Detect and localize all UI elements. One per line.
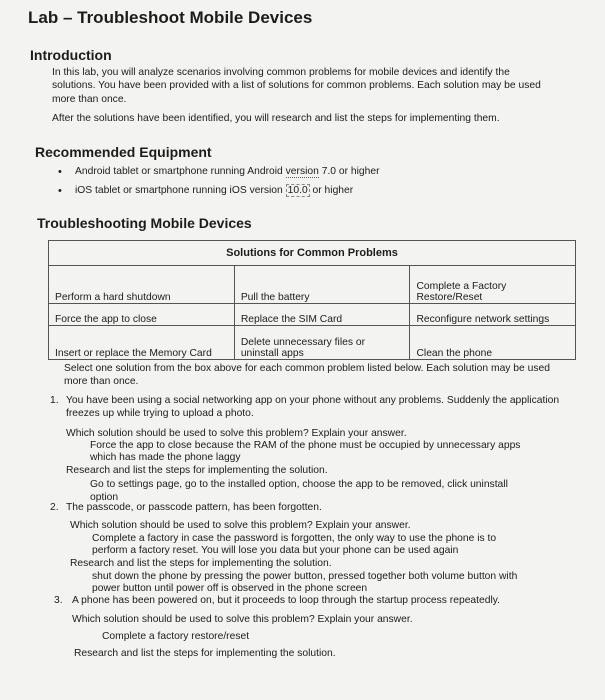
question-2-steps-line-1: shut down the phone by pressing the power button, pressed together both volume button with bbox=[92, 571, 518, 582]
solutions-table bbox=[48, 240, 576, 360]
question-2-problem: The passcode, or passcode pattern, has been forgotten. bbox=[66, 502, 322, 513]
question-3-prompt-solution: Which solution should be used to solve this problem? Explain your answer. bbox=[72, 614, 413, 625]
select-instruction-line-2: more than once. bbox=[64, 376, 139, 387]
question-3-problem: A phone has been powered on, but it proceeds to loop through the startup process repeatedly. bbox=[72, 595, 500, 606]
question-2-answer-line-1: Complete a factory in case the password is forgotten, the only way to use the phone is to bbox=[92, 533, 497, 544]
table-cell: Complete a Factory Restore/Reset bbox=[410, 266, 576, 304]
table-cell: Force the app to close bbox=[49, 304, 235, 326]
question-2-answer-line-2: perform a factory reset. You will lose you data but your phone can be used again bbox=[92, 545, 459, 556]
question-number: 2. bbox=[50, 502, 59, 513]
table-row bbox=[49, 304, 576, 326]
table-cell: Insert or replace the Memory Card bbox=[49, 326, 235, 360]
question-1-answer-line-1: Force the app to close because the RAM of the phone must be occupied by unnecessary apps bbox=[90, 440, 521, 451]
intro-line-1: In this lab, you will analyze scenarios involving common problems for mobile devices and identify the bbox=[52, 67, 510, 78]
troubleshooting-heading: Troubleshooting Mobile Devices bbox=[37, 215, 252, 231]
table-cell: Perform a hard shutdown bbox=[49, 266, 235, 304]
intro-paragraph-2: After the solutions have been identified, you will research and list the steps for implementing them. bbox=[52, 113, 500, 124]
question-1-steps-line-2: option bbox=[90, 492, 119, 503]
equipment-item-android: Android tablet or smartphone running Android version 7.0 or higher bbox=[75, 166, 380, 177]
table-cell: Pull the battery bbox=[234, 266, 410, 304]
table-cell: Replace the SIM Card bbox=[234, 304, 410, 326]
select-instruction-line-1: Select one solution from the box above for each common problem listed below. Each solution may be used bbox=[64, 363, 550, 374]
table-row bbox=[49, 326, 576, 360]
intro-heading: Introduction bbox=[30, 47, 112, 63]
table-cell: Clean the phone bbox=[410, 326, 576, 360]
page-title: Lab – Troubleshoot Mobile Devices bbox=[28, 8, 313, 27]
equipment-heading: Recommended Equipment bbox=[35, 144, 212, 160]
question-1-prompt-solution: Which solution should be used to solve this problem? Explain your answer. bbox=[66, 428, 407, 439]
question-1-problem-line-1: You have been using a social networking app on your phone without any problems. Suddenly the application bbox=[66, 395, 560, 406]
table-row bbox=[49, 266, 576, 304]
table-header: Solutions for Common Problems bbox=[49, 241, 576, 266]
question-number: 3. bbox=[54, 595, 63, 606]
question-1-prompt-steps: Research and list the steps for implementing the solution. bbox=[66, 465, 328, 476]
question-1-steps-line-1: Go to settings page, go to the installed option, choose the app to be removed, click uninstall bbox=[90, 479, 508, 490]
question-2-prompt-solution: Which solution should be used to solve this problem? Explain your answer. bbox=[70, 520, 411, 531]
table-cell: Reconfigure network settings bbox=[410, 304, 576, 326]
intro-line-3: more than once. bbox=[52, 94, 127, 105]
equipment-item-ios: iOS tablet or smartphone running iOS version 10.0 or higher bbox=[75, 185, 354, 196]
bullet-dot: • bbox=[58, 166, 62, 178]
bullet-dot: • bbox=[58, 185, 62, 197]
table-cell: Delete unnecessary files or uninstall apps bbox=[234, 326, 410, 360]
question-1-answer-line-2: which has made the phone laggy bbox=[90, 452, 241, 463]
intro-line-2: solutions. You have been provided with a list of solutions for common problems. Each solution may be used bbox=[52, 80, 541, 91]
question-number: 1. bbox=[50, 395, 59, 406]
question-1-problem-line-2: freezes up while trying to upload a photo. bbox=[66, 408, 254, 419]
question-3-prompt-steps: Research and list the steps for implementing the solution. bbox=[74, 648, 336, 659]
question-3-answer: Complete a factory restore/reset bbox=[102, 631, 250, 642]
question-2-steps-line-2: power button until power off is observed in the phone screen bbox=[92, 583, 368, 594]
question-2-prompt-steps: Research and list the steps for implementing the solution. bbox=[70, 558, 332, 569]
